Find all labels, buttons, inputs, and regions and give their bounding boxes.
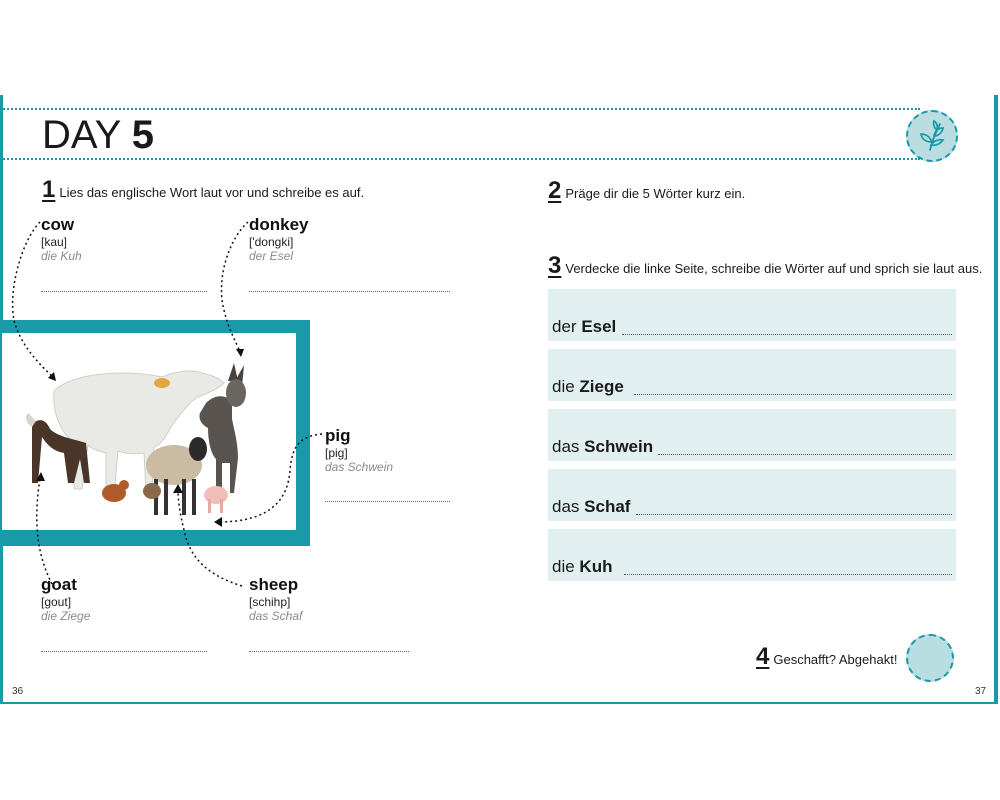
step-3-text: Verdecke die linke Seite, schreibe die Wörter auf und sprich sie laut aus. xyxy=(565,261,983,276)
vocab-phonetic: [gout] xyxy=(41,595,72,609)
vocab-phonetic: ['dongki] xyxy=(249,235,294,249)
vocab-english: sheep xyxy=(249,575,299,594)
answer-row-esel[interactable] xyxy=(548,289,956,341)
vocab-english: goat xyxy=(41,575,77,594)
title-word: DAY xyxy=(42,113,121,157)
vocab-phonetic: [schihp] xyxy=(249,595,291,609)
answer-line[interactable] xyxy=(636,514,952,515)
title-number: 5 xyxy=(131,113,154,157)
step-4-number: 4 xyxy=(756,643,770,670)
answer-label: der Esel xyxy=(552,317,617,336)
vocab-english: pig xyxy=(325,426,351,445)
answer-line[interactable] xyxy=(622,334,952,335)
answer-line[interactable] xyxy=(624,574,952,575)
step-1-number: 1 xyxy=(42,176,56,203)
answer-line[interactable] xyxy=(634,394,952,395)
step-2-number: 2 xyxy=(548,177,562,204)
vocab-german: das Schaf xyxy=(249,609,303,623)
step-4-text: Geschafft? Abgehakt! xyxy=(773,652,898,667)
vocab-german: das Schwein xyxy=(325,460,394,474)
step-2 xyxy=(548,177,745,205)
page-number-left: 36 xyxy=(12,686,24,697)
answer-row-kuh[interactable] xyxy=(548,529,956,581)
step-2-text: Präge dir die 5 Wörter kurz ein. xyxy=(565,186,746,201)
step-1-text: Lies das englische Wort laut vor und schreibe es auf. xyxy=(59,185,365,200)
vocab-english: donkey xyxy=(249,215,309,234)
answer-row-ziege[interactable] xyxy=(548,349,956,401)
step-3 xyxy=(548,252,982,280)
vocab-english: cow xyxy=(41,215,75,234)
step-4 xyxy=(756,643,897,671)
answer-label: die Ziege xyxy=(552,377,624,396)
vocab-german: die Ziege xyxy=(41,609,91,623)
answer-label: das Schaf xyxy=(552,497,631,516)
vocab-phonetic: [pig] xyxy=(325,446,348,460)
done-checkbox[interactable] xyxy=(906,634,954,682)
answer-row-schaf[interactable] xyxy=(548,469,956,521)
answer-label: die Kuh xyxy=(552,557,613,576)
page-number-right: 37 xyxy=(975,686,987,697)
vocab-phonetic: [kau] xyxy=(41,235,68,249)
vocab-german: der Esel xyxy=(249,249,294,263)
answer-label: das Schwein xyxy=(552,437,654,456)
vocab-german: die Kuh xyxy=(41,249,82,263)
answer-row-schwein[interactable] xyxy=(548,409,956,461)
answer-line[interactable] xyxy=(658,454,952,455)
step-3-number: 3 xyxy=(548,252,562,279)
